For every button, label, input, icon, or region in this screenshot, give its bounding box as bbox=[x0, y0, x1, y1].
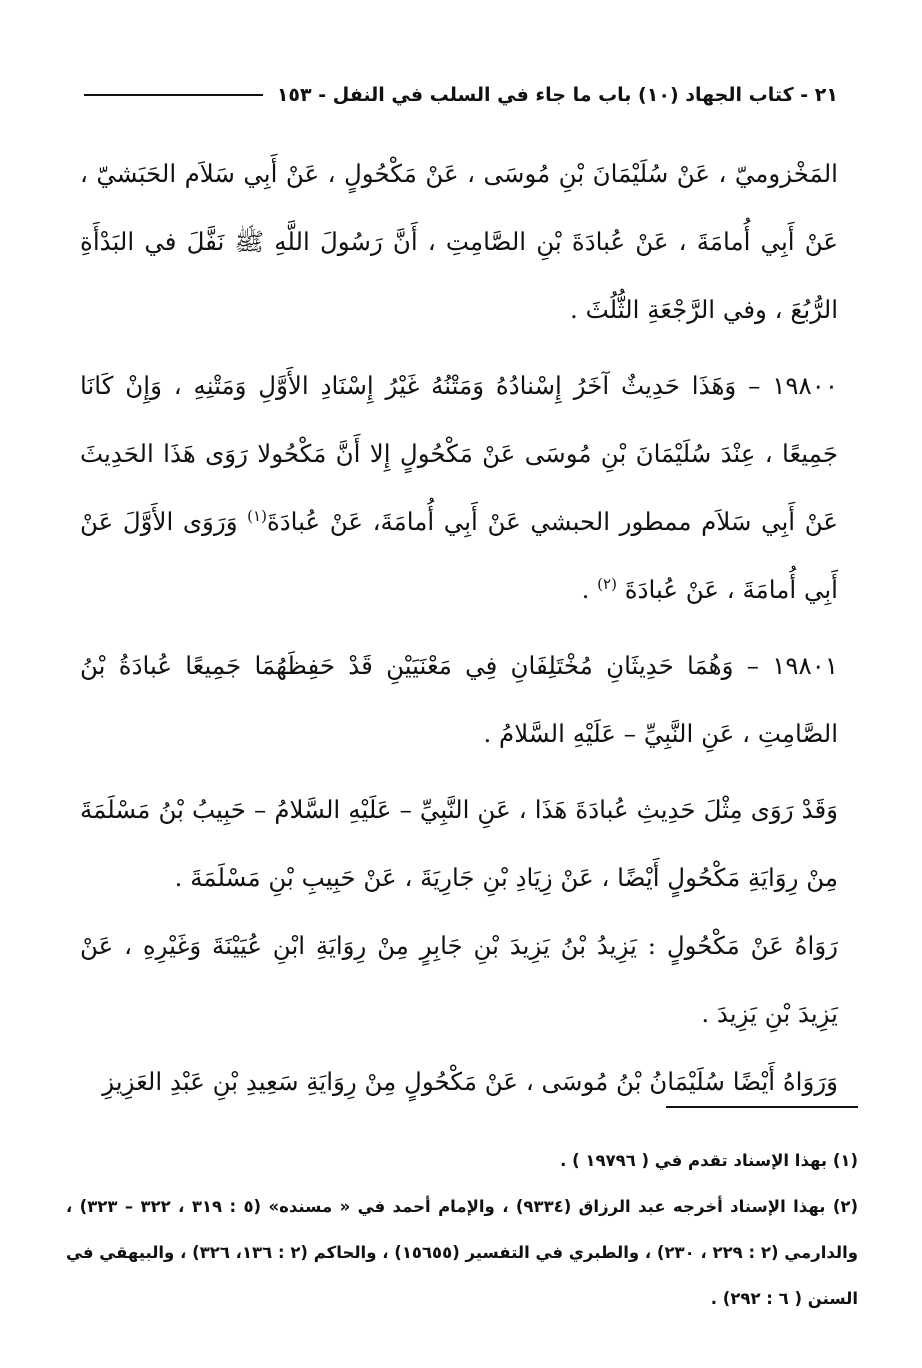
paragraph-19800-text-b: وَرَوَى الأَوَّلَ عَنْ أَبِي أُمامَةَ ، عَنْ عُبادَةَ bbox=[80, 507, 838, 604]
main-text bbox=[80, 140, 838, 1116]
footnote-marker-2[interactable]: (٢) bbox=[597, 574, 617, 593]
paragraph-19800-text-c: . bbox=[581, 575, 598, 604]
footnotes bbox=[66, 1138, 858, 1322]
paragraph-19800 bbox=[80, 352, 838, 624]
footnote-divider bbox=[666, 1106, 858, 1108]
paragraph-19801: ١٩٨٠١ – وَهُمَا حَدِيثَانِ مُخْتَلِفَانِ فِي مَعْنَيَيْنِ قَدْ حَفِظَهُمَا جَمِيعًا عُبادَةُ بْنُ الصَّامِتِ ، عَنِ النَّبِيِّ – عَلَيْهِ السَّلامُ . bbox=[80, 651, 838, 748]
running-header bbox=[84, 78, 838, 112]
paragraph-habib: وَقَدْ رَوَى مِثْلَ حَدِيثِ عُبادَةَ هَذَا ، عَنِ النَّبِيِّ – عَلَيْهِ السَّلامُ – حَبِيبُ بْنُ مَسْلَمَةَ مِنْ رِوَايَةِ مَكْحُولٍ أَيْضًا ، عَنْ زِيَادِ بْنِ جَارِيَةَ ، عَنْ حَبِيبِ بْنِ مَسْلَمَةَ . bbox=[80, 795, 838, 892]
paragraph-19800-text-a: ١٩٨٠٠ – وَهَذَا حَدِيثٌ آخَرُ إِسْنادُهُ وَمَتْنُهُ غَيْرُ إِسْنَادِ الأَوَّلِ وَمَتْنِهِ ، وَإِنْ كَانَا جَمِيعًا ، عِنْدَ سُلَيْمَانَ بْنِ مُوسَى عَنْ مَكْحُولٍ إِلا أَنَّ مَكْحُولا رَوَى هَذَا الحَدِيثَ عَنْ أَبِي سَلاَم ممطور الحبشي عَنْ أَبِي أُمامَةَ، عَنْ عُبادَةَ bbox=[80, 371, 838, 536]
paragraph-1: المَخْزوميّ ، عَنْ سُلَيْمَانَ بْنِ مُوسَى ، عَنْ مَكْحُولٍ ، عَنْ أَبِي سَلاَم الحَبَشيّ ، عَنْ أَبِي أُمامَةَ ، عَنْ عُبادَةَ بْنِ الصَّامِتِ ، أَنَّ رَسُولَ اللَّهِ ﷺ نَفَّلَ في البَدْأَةِ الرُّبُعَ ، وفي الرَّجْعَةِ الثُّلُثَ . bbox=[80, 159, 838, 324]
header-rule bbox=[84, 94, 263, 96]
paragraph-yazid: رَوَاهُ عَنْ مَكْحُولٍ : يَزِيدُ بْنُ يَزِيدَ بْنِ جَابِرٍ مِنْ رِوَايَةِ ابْنِ عُيَيْنَةَ وَغَيْرِهِ ، عَنْ يَزِيدَ بْنِ يَزِيدَ . bbox=[80, 931, 838, 1028]
footnote-marker-1[interactable]: (١) bbox=[247, 506, 267, 525]
running-title: ٢١ - كتاب الجهاد (١٠) باب ما جاء في السلب في النفل - ١٥٣ bbox=[276, 84, 838, 106]
paragraph-sulayman: وَرَوَاهُ أَيْضًا سُلَيْمَانُ بْنُ مُوسَى ، عَنْ مَكْحُولٍ مِنْ رِوَايَةِ سَعِيدِ بْنِ عَبْدِ العَزِيزِ bbox=[102, 1067, 838, 1096]
footnote-2: (٢) بهذا الإسناد أخرجه عبد الرزاق (٩٣٣٤) ، والإمام أحمد في « مسنده» (٥ : ٣١٩ ، ٣٢٢ – ٣٢٣) ، والدارمي (٢ : ٢٢٩ ، ٢٣٠) ، والطبري في التفسير (١٥٦٥٥) ، والحاكم (٢ : ١٣٦، ٣٢٦) ، والبيهقي في السنن ( ٦ : ٢٩٢) . bbox=[66, 1197, 859, 1308]
footnote-1: (١) بهذا الإسناد تقدم في ( ١٩٧٩٦ ) . bbox=[560, 1151, 858, 1170]
